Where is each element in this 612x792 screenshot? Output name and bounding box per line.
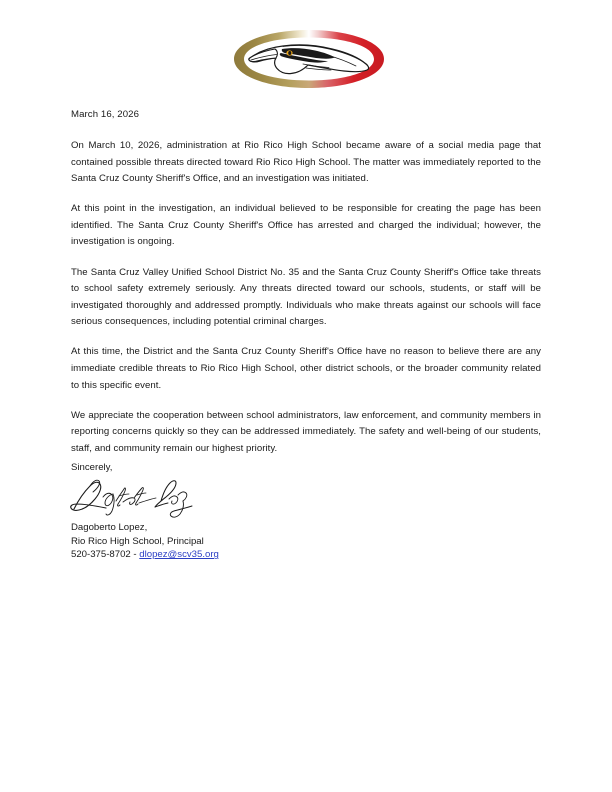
letter-paragraph: The Santa Cruz Valley Unified School District No. 35 and the Santa Cruz County Sheriff's Office take threats to school safety extremely seriously. Any threats directed toward our schools, students, or staff will be investigated thoroughly and addressed promptly. Individuals who make threats against our schools will face serious consequences, including potential criminal charges.	[71, 266, 541, 328]
email-link[interactable]: dlopez@scv35.org	[139, 549, 219, 561]
letter-body	[71, 108, 541, 458]
signature-name: Dagoberto Lopez,	[71, 522, 148, 533]
letter-paragraph: We appreciate the cooperation between school administrators, law enforcement, and community members in reporting concerns quickly so they can be addressed immediately. The safety and well-being of our students, staff, and community remain our highest priority.	[71, 409, 541, 454]
letter-paragraph: At this time, the District and the Santa Cruz County Sheriff's Office have no reason to believe there are any immediate credible threats to Rio Rico High School, other district schools, or the broader community related to this specific event.	[71, 346, 541, 391]
phone-number: 520-375-8702	[71, 549, 131, 561]
rio-rico-hawks-logo	[228, 27, 390, 91]
signature-closing: Sincerely,	[71, 462, 113, 473]
letter-paragraph: At this point in the investigation, an individual believed to be responsible for creating the page has been identified. The Santa Cruz County Sheriff's Office has arrested and charged the individual; however, the investigation is ongoing.	[71, 203, 541, 248]
letter-date: March 16, 2026	[71, 109, 140, 120]
handwritten-signature-icon	[67, 475, 197, 519]
signature-title: Rio Rico High School, Principal	[71, 535, 204, 547]
signature-block	[71, 461, 371, 562]
contact-separator: -	[130, 549, 140, 561]
letterhead	[0, 0, 612, 92]
signature-contact	[71, 548, 371, 562]
letter-paragraph: On March 10, 2026, administration at Rio Rico High School became aware of a social media page that contained possible threats directed toward Rio Rico High School. The matter was immediately reported to the Santa Cruz County Sheriff's Office, and an investigation was initiated.	[71, 140, 541, 185]
